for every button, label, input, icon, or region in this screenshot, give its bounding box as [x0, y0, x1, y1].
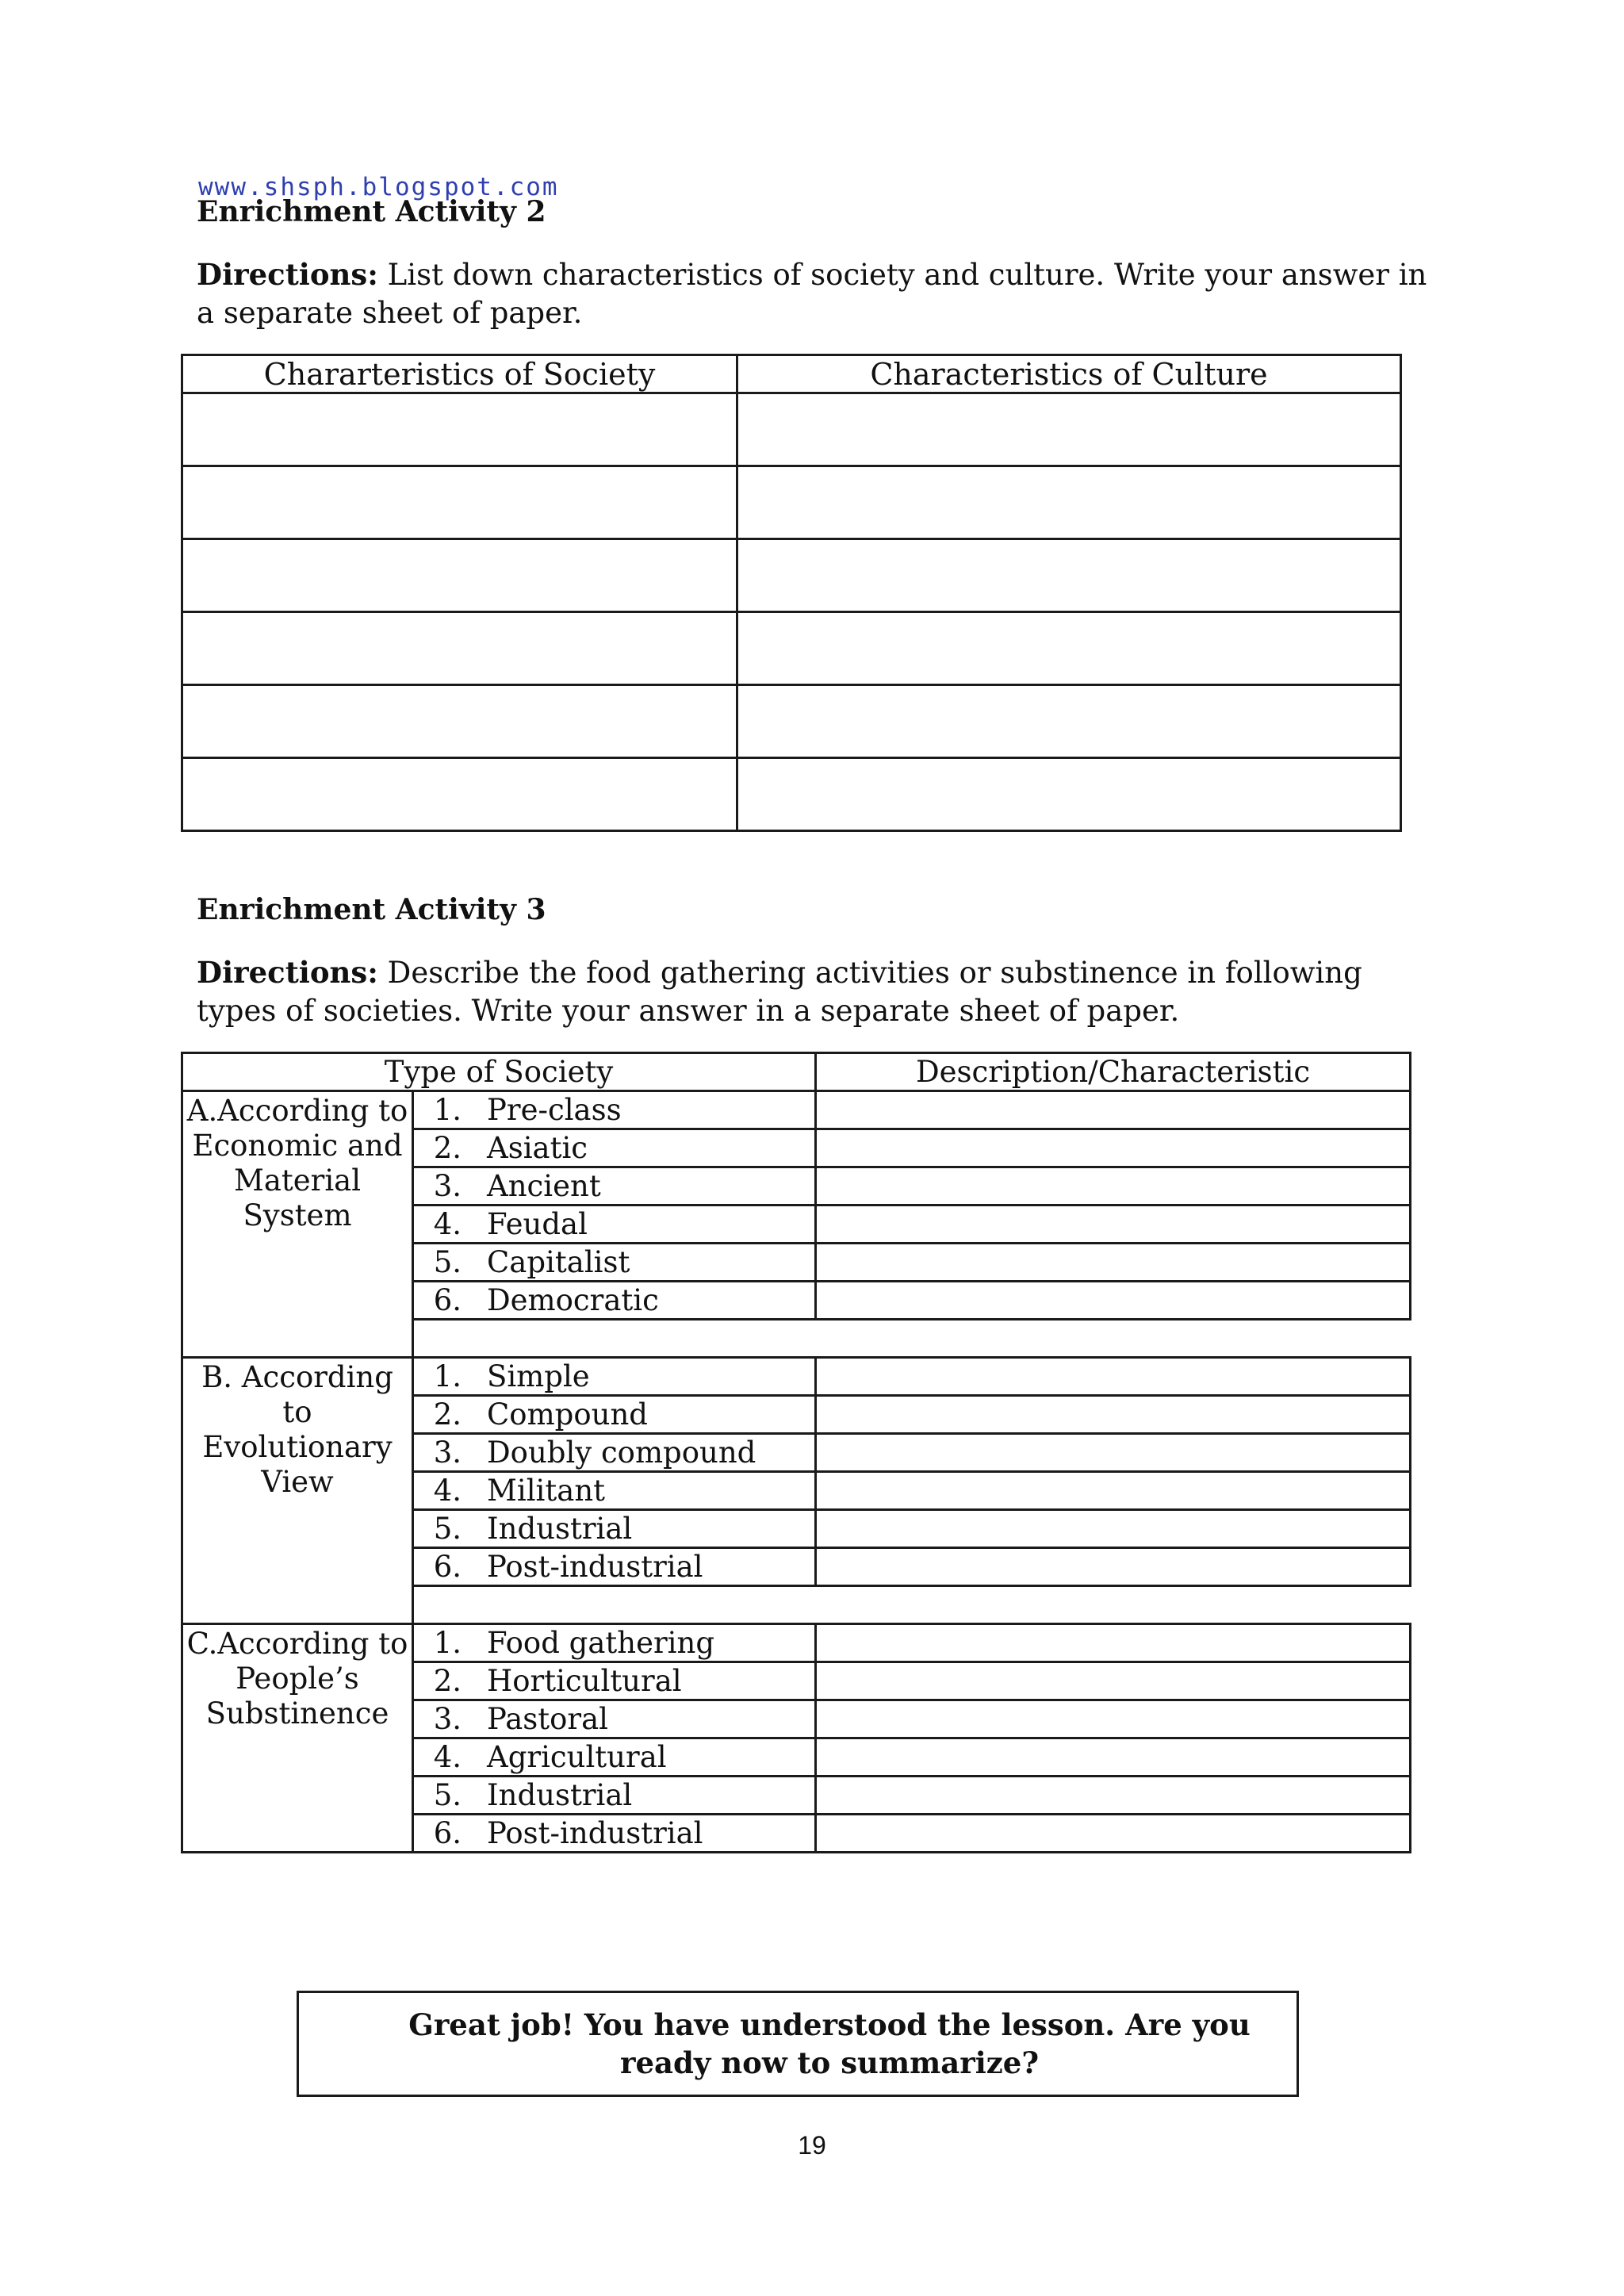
- description-cell: [816, 1624, 1411, 1662]
- activity2-title: Enrichment Activity 2: [197, 195, 546, 228]
- society-type-item: 4. Agricultural: [413, 1738, 816, 1777]
- answer-cell: [182, 612, 737, 685]
- answer-cell: [737, 539, 1401, 612]
- answer-cell: [737, 466, 1401, 539]
- society-type-item: 6. Post-industrial: [413, 1815, 816, 1853]
- table-row: [182, 758, 1401, 831]
- description-cell: [816, 1358, 1411, 1396]
- page-number: 19: [798, 2131, 826, 2160]
- society-type-item: 1. Food gathering: [413, 1624, 816, 1662]
- table-row: [182, 1358, 1411, 1396]
- table-row: [182, 393, 1401, 466]
- summary-prompt-box: Great job! You have understood the lesson. Are you ready now to summarize?: [297, 1991, 1299, 2097]
- society-type-item: 1. Pre-class: [413, 1091, 816, 1129]
- table-row: [182, 612, 1401, 685]
- description-cell: [816, 1510, 1411, 1548]
- answer-cell: [182, 758, 737, 831]
- description-cell: [816, 1205, 1411, 1244]
- answer-cell: [182, 539, 737, 612]
- answer-cell: [737, 393, 1401, 466]
- directions-label: Directions:: [197, 257, 378, 292]
- society-type-item: 5. Capitalist: [413, 1244, 816, 1282]
- society-type-item: 5. Industrial: [413, 1777, 816, 1815]
- category-label: A.According to Economic and Material System: [182, 1091, 413, 1358]
- society-type-item: 2. Compound: [413, 1396, 816, 1434]
- answer-cell: [182, 466, 737, 539]
- description-cell: [816, 1472, 1411, 1510]
- answer-cell: [737, 612, 1401, 685]
- description-cell: [816, 1091, 1411, 1129]
- society-type-item: 3. Doubly compound: [413, 1434, 816, 1472]
- description-cell: [816, 1548, 1411, 1586]
- society-type-item: 3. Pastoral: [413, 1700, 816, 1738]
- activity3-directions: [197, 953, 1450, 1030]
- society-type-item: 5. Industrial: [413, 1510, 816, 1548]
- answer-cell: [737, 685, 1401, 758]
- society-type-item: 1. Simple: [413, 1358, 816, 1396]
- directions-text: Describe the food gathering activities or substinence in following types of societies. Write your answer in a separate sheet of paper.: [197, 956, 1362, 1028]
- description-cell: [816, 1738, 1411, 1777]
- society-culture-table: [181, 354, 1402, 832]
- directions-label: Directions:: [197, 955, 378, 990]
- description-cell: [816, 1815, 1411, 1853]
- column-header: Description/Characteristic: [816, 1053, 1411, 1091]
- description-cell: [816, 1167, 1411, 1205]
- table-row: [182, 539, 1401, 612]
- source-url: www.shsph.blogspot.com: [198, 173, 559, 201]
- society-type-item: 3. Ancient: [413, 1167, 816, 1205]
- directions-text: List down characteristics of society and culture. Write your answer in a separate sheet of paper.: [197, 258, 1427, 330]
- description-cell: [816, 1662, 1411, 1700]
- description-cell: [816, 1244, 1411, 1282]
- description-cell: [816, 1129, 1411, 1167]
- column-header: Chararteristics of Society: [182, 355, 737, 393]
- description-cell: [816, 1434, 1411, 1472]
- activity2-directions: [197, 255, 1450, 332]
- activity3-title: Enrichment Activity 3: [197, 893, 546, 926]
- table-row: [182, 1624, 1411, 1662]
- society-type-item: 4. Militant: [413, 1472, 816, 1510]
- category-label: C.According to People’s Substinence: [182, 1624, 413, 1853]
- society-type-item: 2. Asiatic: [413, 1129, 816, 1167]
- description-cell: [816, 1700, 1411, 1738]
- society-type-item: 4. Feudal: [413, 1205, 816, 1244]
- society-type-item: 2. Horticultural: [413, 1662, 816, 1700]
- society-type-item: 6. Democratic: [413, 1282, 816, 1320]
- answer-cell: [182, 685, 737, 758]
- description-cell: [816, 1777, 1411, 1815]
- description-cell: [816, 1396, 1411, 1434]
- column-header: Characteristics of Culture: [737, 355, 1401, 393]
- society-type-item: 6. Post-industrial: [413, 1548, 816, 1586]
- table-row: [182, 685, 1401, 758]
- category-label: B. According to Evolutionary View: [182, 1358, 413, 1624]
- answer-cell: [737, 758, 1401, 831]
- column-header: Type of Society: [182, 1053, 816, 1091]
- description-cell: [816, 1282, 1411, 1320]
- answer-cell: [182, 393, 737, 466]
- table-row: [182, 466, 1401, 539]
- society-types-table: [181, 1052, 1411, 1853]
- table-row: [182, 1091, 1411, 1129]
